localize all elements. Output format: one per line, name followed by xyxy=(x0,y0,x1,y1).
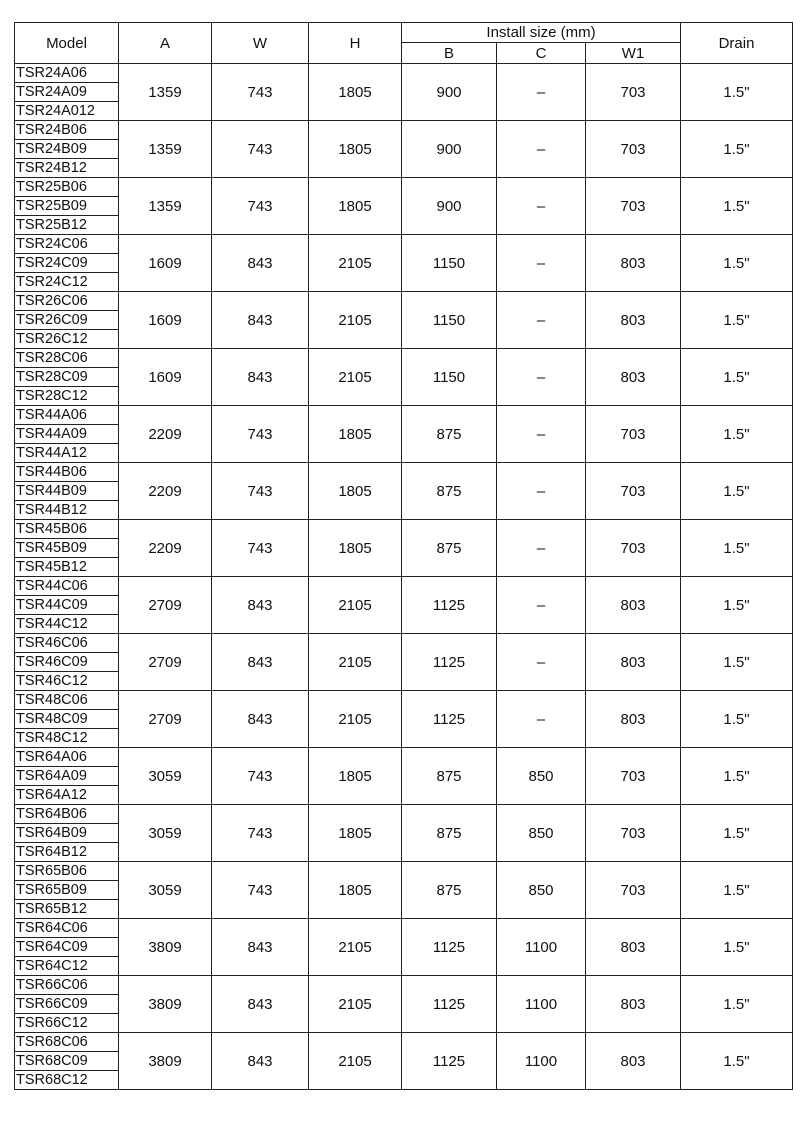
h-cell: 1805 xyxy=(309,64,402,121)
drain-cell: 1.5" xyxy=(681,235,793,292)
c-cell: 1100 xyxy=(497,1033,586,1090)
h-cell: 2105 xyxy=(309,634,402,691)
c-cell: – xyxy=(497,634,586,691)
c-cell: – xyxy=(497,292,586,349)
c-cell: 850 xyxy=(497,805,586,862)
w1-cell: 703 xyxy=(586,520,681,577)
drain-cell: 1.5" xyxy=(681,805,793,862)
model-cell: TSR28C06 xyxy=(15,349,119,368)
model-cell: TSR66C06 xyxy=(15,976,119,995)
w-cell: 843 xyxy=(212,919,309,976)
h-cell: 2105 xyxy=(309,1033,402,1090)
model-cell: TSR44B06 xyxy=(15,463,119,482)
b-cell: 1125 xyxy=(402,1033,497,1090)
header-w1: W1 xyxy=(586,43,681,64)
table-row xyxy=(15,577,793,596)
b-cell: 875 xyxy=(402,805,497,862)
b-cell: 1150 xyxy=(402,235,497,292)
a-cell: 3059 xyxy=(119,862,212,919)
model-cell: TSR24C06 xyxy=(15,235,119,254)
model-cell: TSR44C09 xyxy=(15,596,119,615)
w1-cell: 703 xyxy=(586,178,681,235)
c-cell: – xyxy=(497,64,586,121)
drain-cell: 1.5" xyxy=(681,292,793,349)
a-cell: 3809 xyxy=(119,919,212,976)
model-cell: TSR44C06 xyxy=(15,577,119,596)
h-cell: 1805 xyxy=(309,463,402,520)
drain-cell: 1.5" xyxy=(681,691,793,748)
b-cell: 900 xyxy=(402,121,497,178)
h-cell: 1805 xyxy=(309,520,402,577)
w-cell: 843 xyxy=(212,577,309,634)
header-h: H xyxy=(309,23,402,64)
w1-cell: 803 xyxy=(586,235,681,292)
model-cell: TSR64B12 xyxy=(15,843,119,862)
model-cell: TSR48C09 xyxy=(15,710,119,729)
h-cell: 1805 xyxy=(309,406,402,463)
b-cell: 1125 xyxy=(402,577,497,634)
header-b: B xyxy=(402,43,497,64)
c-cell: 1100 xyxy=(497,976,586,1033)
w-cell: 743 xyxy=(212,178,309,235)
model-cell: TSR45B09 xyxy=(15,539,119,558)
drain-cell: 1.5" xyxy=(681,349,793,406)
c-cell: 850 xyxy=(497,862,586,919)
a-cell: 2709 xyxy=(119,577,212,634)
header-install-size: Install size (mm) xyxy=(402,23,681,43)
table-row xyxy=(15,634,793,653)
model-cell: TSR44A12 xyxy=(15,444,119,463)
w1-cell: 803 xyxy=(586,349,681,406)
b-cell: 1125 xyxy=(402,919,497,976)
drain-cell: 1.5" xyxy=(681,634,793,691)
b-cell: 875 xyxy=(402,463,497,520)
b-cell: 1125 xyxy=(402,691,497,748)
c-cell: – xyxy=(497,121,586,178)
header-drain: Drain xyxy=(681,23,793,64)
b-cell: 875 xyxy=(402,862,497,919)
h-cell: 2105 xyxy=(309,976,402,1033)
model-cell: TSR25B12 xyxy=(15,216,119,235)
model-cell: TSR24B06 xyxy=(15,121,119,140)
table-row xyxy=(15,292,793,311)
c-cell: 1100 xyxy=(497,919,586,976)
h-cell: 2105 xyxy=(309,691,402,748)
model-cell: TSR64B09 xyxy=(15,824,119,843)
h-cell: 1805 xyxy=(309,862,402,919)
model-cell: TSR64C09 xyxy=(15,938,119,957)
model-cell: TSR64A06 xyxy=(15,748,119,767)
w1-cell: 703 xyxy=(586,121,681,178)
table-row xyxy=(15,121,793,140)
drain-cell: 1.5" xyxy=(681,1033,793,1090)
c-cell: – xyxy=(497,178,586,235)
h-cell: 2105 xyxy=(309,349,402,406)
w-cell: 843 xyxy=(212,634,309,691)
table-row xyxy=(15,748,793,767)
table-row xyxy=(15,64,793,83)
b-cell: 1125 xyxy=(402,976,497,1033)
model-cell: TSR65B09 xyxy=(15,881,119,900)
c-cell: – xyxy=(497,520,586,577)
a-cell: 2209 xyxy=(119,520,212,577)
drain-cell: 1.5" xyxy=(681,406,793,463)
model-cell: TSR64A12 xyxy=(15,786,119,805)
w1-cell: 703 xyxy=(586,805,681,862)
a-cell: 1609 xyxy=(119,349,212,406)
w-cell: 843 xyxy=(212,691,309,748)
model-cell: TSR66C12 xyxy=(15,1014,119,1033)
model-cell: TSR66C09 xyxy=(15,995,119,1014)
w1-cell: 703 xyxy=(586,463,681,520)
c-cell: – xyxy=(497,406,586,463)
w-cell: 843 xyxy=(212,349,309,406)
model-cell: TSR44B09 xyxy=(15,482,119,501)
h-cell: 2105 xyxy=(309,577,402,634)
model-cell: TSR24C09 xyxy=(15,254,119,273)
w1-cell: 803 xyxy=(586,919,681,976)
a-cell: 3809 xyxy=(119,976,212,1033)
model-cell: TSR68C06 xyxy=(15,1033,119,1052)
w-cell: 843 xyxy=(212,976,309,1033)
b-cell: 1125 xyxy=(402,634,497,691)
w1-cell: 803 xyxy=(586,1033,681,1090)
model-cell: TSR25B06 xyxy=(15,178,119,197)
w-cell: 743 xyxy=(212,748,309,805)
drain-cell: 1.5" xyxy=(681,862,793,919)
a-cell: 2709 xyxy=(119,691,212,748)
model-cell: TSR44A06 xyxy=(15,406,119,425)
table-row xyxy=(15,691,793,710)
model-cell: TSR26C12 xyxy=(15,330,119,349)
table-row xyxy=(15,406,793,425)
drain-cell: 1.5" xyxy=(681,577,793,634)
w-cell: 743 xyxy=(212,862,309,919)
w-cell: 743 xyxy=(212,463,309,520)
table-row xyxy=(15,805,793,824)
drain-cell: 1.5" xyxy=(681,64,793,121)
b-cell: 875 xyxy=(402,520,497,577)
h-cell: 2105 xyxy=(309,292,402,349)
model-cell: TSR64C06 xyxy=(15,919,119,938)
c-cell: 850 xyxy=(497,748,586,805)
model-cell: TSR45B12 xyxy=(15,558,119,577)
model-cell: TSR45B06 xyxy=(15,520,119,539)
h-cell: 1805 xyxy=(309,805,402,862)
w-cell: 743 xyxy=(212,805,309,862)
a-cell: 1359 xyxy=(119,178,212,235)
b-cell: 1150 xyxy=(402,349,497,406)
header-model: Model xyxy=(15,23,119,64)
model-cell: TSR44C12 xyxy=(15,615,119,634)
c-cell: – xyxy=(497,463,586,520)
spec-table xyxy=(14,22,793,1090)
b-cell: 875 xyxy=(402,406,497,463)
a-cell: 2209 xyxy=(119,406,212,463)
c-cell: – xyxy=(497,577,586,634)
model-cell: TSR24A09 xyxy=(15,83,119,102)
w1-cell: 703 xyxy=(586,862,681,919)
h-cell: 1805 xyxy=(309,178,402,235)
b-cell: 900 xyxy=(402,64,497,121)
model-cell: TSR28C09 xyxy=(15,368,119,387)
model-cell: TSR64B06 xyxy=(15,805,119,824)
a-cell: 1359 xyxy=(119,64,212,121)
header-w: W xyxy=(212,23,309,64)
table-row xyxy=(15,463,793,482)
table-row xyxy=(15,1033,793,1052)
drain-cell: 1.5" xyxy=(681,919,793,976)
w-cell: 743 xyxy=(212,64,309,121)
w1-cell: 703 xyxy=(586,748,681,805)
drain-cell: 1.5" xyxy=(681,976,793,1033)
model-cell: TSR65B12 xyxy=(15,900,119,919)
w-cell: 743 xyxy=(212,121,309,178)
table-row xyxy=(15,520,793,539)
w-cell: 743 xyxy=(212,520,309,577)
h-cell: 2105 xyxy=(309,919,402,976)
w-cell: 843 xyxy=(212,235,309,292)
model-cell: TSR26C09 xyxy=(15,311,119,330)
model-cell: TSR46C06 xyxy=(15,634,119,653)
model-cell: TSR26C06 xyxy=(15,292,119,311)
w1-cell: 703 xyxy=(586,64,681,121)
header-a: A xyxy=(119,23,212,64)
model-cell: TSR24B12 xyxy=(15,159,119,178)
h-cell: 1805 xyxy=(309,121,402,178)
b-cell: 1150 xyxy=(402,292,497,349)
h-cell: 2105 xyxy=(309,235,402,292)
a-cell: 1609 xyxy=(119,235,212,292)
a-cell: 3059 xyxy=(119,748,212,805)
table-row xyxy=(15,349,793,368)
w-cell: 843 xyxy=(212,292,309,349)
w1-cell: 803 xyxy=(586,634,681,691)
drain-cell: 1.5" xyxy=(681,463,793,520)
table-row xyxy=(15,862,793,881)
model-cell: TSR68C12 xyxy=(15,1071,119,1090)
table-row xyxy=(15,178,793,197)
b-cell: 875 xyxy=(402,748,497,805)
w1-cell: 803 xyxy=(586,976,681,1033)
h-cell: 1805 xyxy=(309,748,402,805)
c-cell: – xyxy=(497,349,586,406)
model-cell: TSR24B09 xyxy=(15,140,119,159)
table-row xyxy=(15,235,793,254)
w-cell: 843 xyxy=(212,1033,309,1090)
drain-cell: 1.5" xyxy=(681,748,793,805)
b-cell: 900 xyxy=(402,178,497,235)
c-cell: – xyxy=(497,691,586,748)
model-cell: TSR28C12 xyxy=(15,387,119,406)
model-cell: TSR44A09 xyxy=(15,425,119,444)
w-cell: 743 xyxy=(212,406,309,463)
a-cell: 3809 xyxy=(119,1033,212,1090)
model-cell: TSR68C09 xyxy=(15,1052,119,1071)
w1-cell: 803 xyxy=(586,577,681,634)
a-cell: 3059 xyxy=(119,805,212,862)
model-cell: TSR48C12 xyxy=(15,729,119,748)
w1-cell: 703 xyxy=(586,406,681,463)
model-cell: TSR46C09 xyxy=(15,653,119,672)
drain-cell: 1.5" xyxy=(681,520,793,577)
model-cell: TSR44B12 xyxy=(15,501,119,520)
a-cell: 2709 xyxy=(119,634,212,691)
c-cell: – xyxy=(497,235,586,292)
model-cell: TSR24A012 xyxy=(15,102,119,121)
model-cell: TSR65B06 xyxy=(15,862,119,881)
model-cell: TSR46C12 xyxy=(15,672,119,691)
model-cell: TSR24C12 xyxy=(15,273,119,292)
w1-cell: 803 xyxy=(586,691,681,748)
model-cell: TSR25B09 xyxy=(15,197,119,216)
header-c: C xyxy=(497,43,586,64)
table-row xyxy=(15,976,793,995)
model-cell: TSR64A09 xyxy=(15,767,119,786)
model-cell: TSR48C06 xyxy=(15,691,119,710)
a-cell: 1359 xyxy=(119,121,212,178)
table-row xyxy=(15,919,793,938)
model-cell: TSR64C12 xyxy=(15,957,119,976)
w1-cell: 803 xyxy=(586,292,681,349)
drain-cell: 1.5" xyxy=(681,121,793,178)
spec-table-body xyxy=(15,64,793,1090)
model-cell: TSR24A06 xyxy=(15,64,119,83)
a-cell: 2209 xyxy=(119,463,212,520)
drain-cell: 1.5" xyxy=(681,178,793,235)
a-cell: 1609 xyxy=(119,292,212,349)
